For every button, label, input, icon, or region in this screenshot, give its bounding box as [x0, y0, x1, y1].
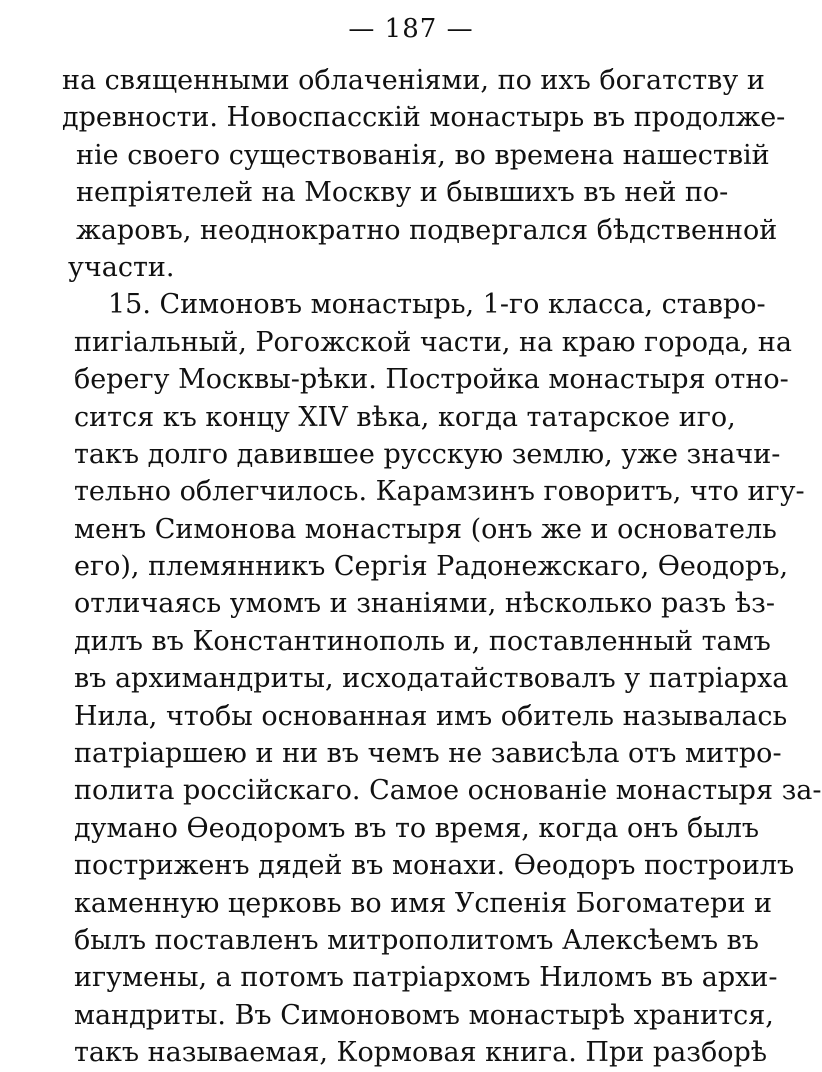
text-line: берегу Москвы-рѣки. Постройка монастыря отно-: [74, 364, 789, 396]
text-line: древности. Новоспасскій монастырь въ продолже-: [62, 102, 786, 134]
text-line: Нила, чтобы основанная имъ обитель называлась: [74, 700, 788, 732]
text-line: сится къ концу XIV вѣка, когда татарское иго,: [74, 401, 736, 433]
text-line: постриженъ дядей въ монахи. Ѳеодоръ построилъ: [74, 850, 795, 882]
text-line: мандриты. Въ Симоновомъ монастырѣ хранится,: [74, 999, 774, 1031]
text-body: [62, 62, 822, 1072]
text-line: 15. Симоновъ монастырь, 1-го класса, ставро-: [108, 289, 766, 321]
text-line: такъ называемая, Кормовая книга. При разборѣ: [74, 1037, 768, 1069]
paragraph-simonov-monastery: [62, 286, 822, 1071]
text-line: патріаршею и ни въ чемъ не зависѣла отъ митро-: [74, 738, 782, 770]
text-line: менъ Симонова монастыря (онъ же и основатель: [74, 513, 777, 545]
text-line: былъ поставленъ митрополитомъ Алексѣемъ въ: [74, 924, 759, 956]
text-line: его), племянникъ Сергія Радонежскаго, Ѳеодоръ,: [74, 551, 789, 583]
text-line: игумены, а потомъ патріархомъ Ниломъ въ архи-: [74, 962, 778, 994]
page-number: — 187 —: [348, 14, 474, 44]
text-line: тельно облегчилось. Карамзинъ говоритъ, что игу-: [74, 476, 805, 508]
text-line: жаровъ, неоднократно подвергался бѣдственной: [76, 214, 778, 246]
text-line: такъ долго давившее русскую землю, уже значи-: [74, 438, 781, 470]
text-line: думано Ѳеодоромъ въ то время, когда онъ былъ: [74, 812, 760, 844]
text-line: пигіальный, Рогожской части, на краю города, на: [74, 326, 792, 358]
text-line: ніе своего существованія, во времена нашествій: [76, 139, 770, 171]
text-line: непріятелей на Москву и бывшихъ въ ней по-: [76, 177, 729, 209]
text-line: въ архимандриты, исходатайствовалъ у патріарха: [74, 663, 789, 695]
text-line: каменную церковь во имя Успенія Богоматери и: [74, 887, 773, 919]
text-line: дилъ въ Константинополь и, поставленный тамъ: [74, 625, 771, 657]
text-line: полита россійскаго. Самое основаніе монастыря за-: [74, 775, 822, 807]
paragraph-novospassky-ending: [62, 62, 786, 286]
text-line: участи.: [68, 251, 175, 283]
text-line: отличаясь умомъ и знаніями, нѣсколько разъ ѣз-: [74, 588, 775, 620]
text-line: на священными облаченіями, по ихъ богатству и: [62, 65, 765, 96]
